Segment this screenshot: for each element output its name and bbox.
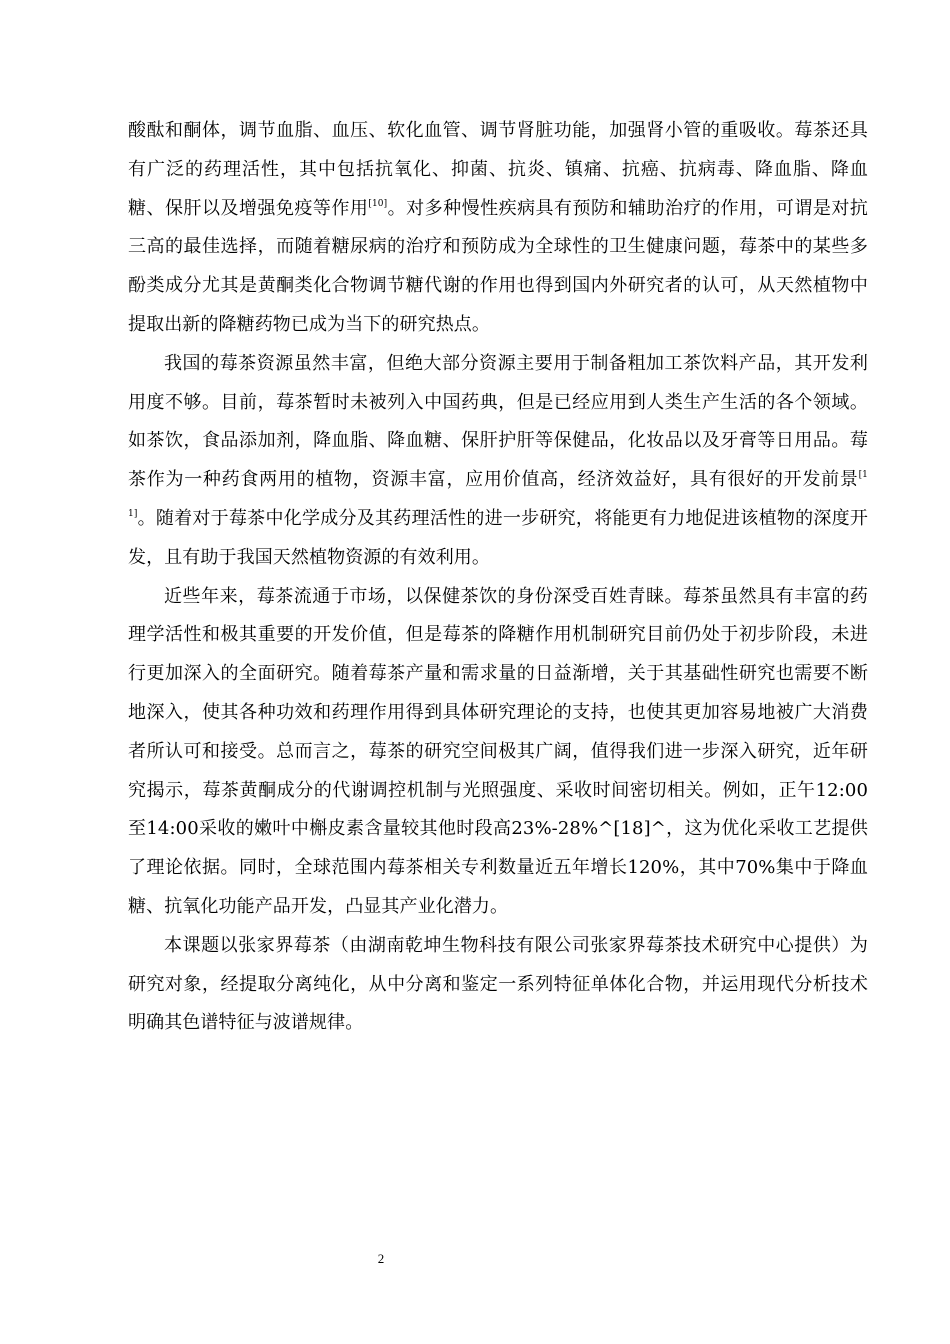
paragraph-3 [128,578,868,927]
paragraph-3-text: 近些年来，莓茶流通于市场，以保健茶饮的身份深受百姓青睐。莓茶虽然具有丰富的药理学活性和极其重要的开发价值，但是莓茶的降糖作用机制研究目前仍处于初步阶段，未进行更加深入的全面研究。随着莓茶产量和需求量的日益渐增，关于其基础性研究也需要不断地深入，使其各种功效和药理作用得到具体研究理论的支持，也使其更加容易地被广大消费者所认可和接受。总而言之，莓茶的研究空间极其广阔，值得我们进一步深入研究，近年研究揭示，莓茶黄酮成分的代谢调控机制与光照强度、采收时间密切相关。例如，正午12:00至14:00采收的嫩叶中槲皮素含量较其他时段高23%-28%^[18]^，这为优化采收工艺提供了理论依据。同时，全球范围内莓茶相关专利数量近五年增长120%，其中70%集中于降血糖、抗氧化功能产品开发，凸显其产业化潜力。 [128,585,868,917]
paragraph-4 [128,927,868,1043]
citation-11: [11] [128,470,868,519]
paragraph-4-text: 本课题以张家界莓茶（由湖南乾坤生物科技有限公司张家界莓茶技术研究中心提供）为研究对象，经提取分离纯化，从中分离和鉴定一系列特征单体化合物，并运用现代分析技术明确其色谱特征与波谱规律。 [128,934,868,1034]
paragraph-2 [128,345,868,578]
paragraph-2-text-a: 我国的莓茶资源虽然丰富，但绝大部分资源主要用于制备粗加工茶饮料产品，其开发利用度不够。目前，莓茶暂时未被列入中国药典，但是已经应用到人类生产生活的各个领域。如茶饮，食品添加剂，降血脂、降血糖、保肝护肝等保健品，化妆品以及牙膏等日用品。莓茶作为一种药食两用的植物，资源丰富，应用价值高，经济效益好，具有很好的开发前景 [128,352,868,491]
body-text [128,112,868,1043]
paragraph-2-text-b: 。随着对于莓茶中化学成分及其药理活性的进一步研究，将能更有力地促进该植物的深度开发，且有助于我国天然植物资源的有效利用。 [128,507,868,568]
paragraph-1 [128,112,868,345]
paragraph-1-text-b: 。对多种慢性疾病具有预防和辅助治疗的作用，可谓是对抗三高的最佳选择，而随着糖尿病的治疗和预防成为全球性的卫生健康问题，莓茶中的某些多酚类成分尤其是黄酮类化合物调节糖代谢的作用也得到国内外研究者的认可，从天然植物中提取出新的降糖药物已成为当下的研究热点。 [128,197,868,335]
paragraph-1-text-a: 酸酞和酮体，调节血脂、血压、软化血管、调节肾脏功能，加强肾小管的重吸收。莓茶还具有广泛的药理活性，其中包括抗氧化、抑菌、抗炎、镇痛、抗癌、抗病毒、降血脂、降血糖、保肝以及增强免疫等作用 [128,120,868,219]
citation-10: [10] [368,198,388,209]
page-number: 2 [377,1251,385,1266]
